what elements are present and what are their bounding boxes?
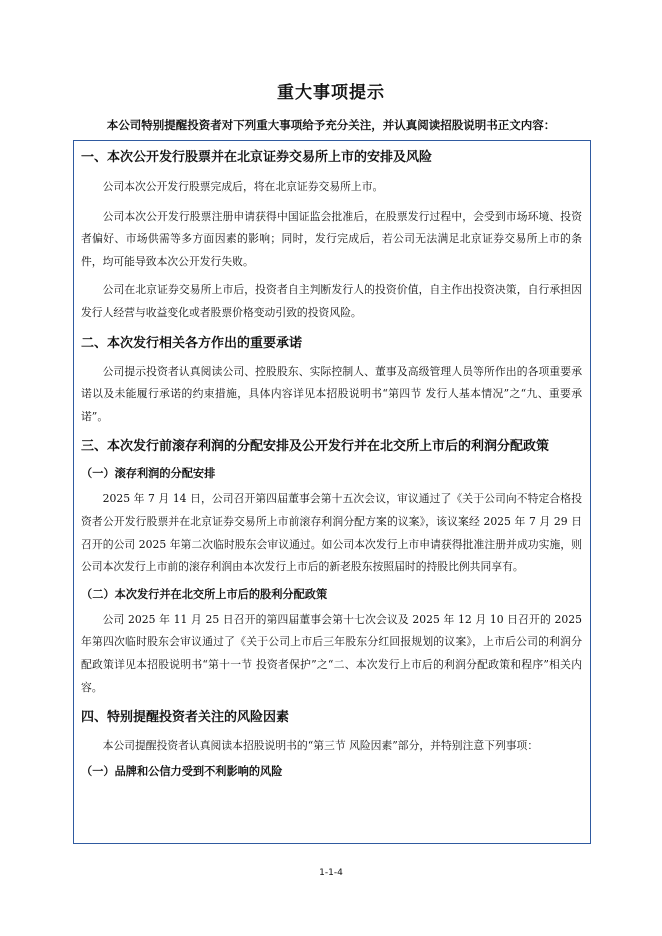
- subsection-heading: （二）本次发行并在北交所上市后的股利分配政策: [81, 587, 328, 601]
- subsection-heading: （一）滚存利润的分配安排: [81, 467, 216, 481]
- section-heading: 二、本次发行相关各方作出的重要承诺: [81, 335, 303, 351]
- section-heading: 一、本次公开发行股票并在北京证券交易所上市的安排及风险: [81, 150, 433, 165]
- subsection-heading: （一）品牌和公信力受到不利影响的风险: [81, 764, 283, 778]
- paragraph: 公司提示投资者认真阅读公司、控股股东、实际控制人、董事及高级管理人员等所作出的各项重要承诺以及未能履行承诺的约束措施，具体内容详见本招股说明书“第四节 发行人基本情况”之“九、重要承诺”。: [81, 364, 582, 423]
- notice-box: [73, 140, 591, 844]
- paragraph: 公司本次公开发行股票注册申请获得中国证监会批准后，在股票发行过程中，会受到市场环境、投资者偏好、市场供需等多方面因素的影响；同时，发行完成后，若公司无法满足北京证券交易所上市的条件，均可能导致本次公开发行失败。: [81, 209, 582, 268]
- paragraph: 2025 年 7 月 14 日，公司召开第四届董事会第十五次会议，审议通过了《关于公司向不特定合格投资者公开发行股票并在北京证券交易所上市前滚存利润分配方案的议案》，该议案经 2025 年 7 月 29 日召开的公司 2025 年第二次临时股东会审议通过。如公司本次发行上市申请获得批准注册并成功实施，则公司本次发行上市前的滚存利润由本次发行上市后的新老股东按照届时的持股比例共同享有。: [81, 492, 582, 574]
- paragraph: 公司本次公开发行股票完成后，将在北京证券交易所上市。: [102, 180, 384, 193]
- page-title: 重大事项提示: [277, 83, 385, 103]
- paragraph: 本公司提醒投资者认真阅读本招股说明书的“第三节 风险因素”部分，并特别注意下列事项：: [102, 739, 539, 753]
- section-heading: 三、本次发行前滚存利润的分配安排及公开发行并在北交所上市后的利润分配政策: [81, 439, 550, 455]
- section-heading: 四、特别提醒投资者关注的风险因素: [81, 710, 290, 726]
- paragraph: 公司在北京证券交易所上市后，投资者自主判断发行人的投资价值，自主作出投资决策，自行承担因发行人经营与收益变化或者股票价格变动引致的投资风险。: [81, 283, 582, 319]
- page-number: 1-1-4: [319, 868, 343, 878]
- page-subtitle: 本公司特别提醒投资者对下列重大事项给予充分关注，并认真阅读招股说明书正文内容：: [106, 118, 556, 132]
- paragraph: 公司 2025 年 11 月 25 日召开的第四届董事会第十七次会议及 2025 年 12 月 10 日召开的 2025 年第四次临时股东会审议通过了《关于公司上市后三年股东分红回报规划的议案》，上市后公司的利润分配政策详见本招股说明书“第十一节 投资者保护”之“二、本次发行上市后的利润分配政策和程序”相关内容。: [81, 612, 582, 694]
